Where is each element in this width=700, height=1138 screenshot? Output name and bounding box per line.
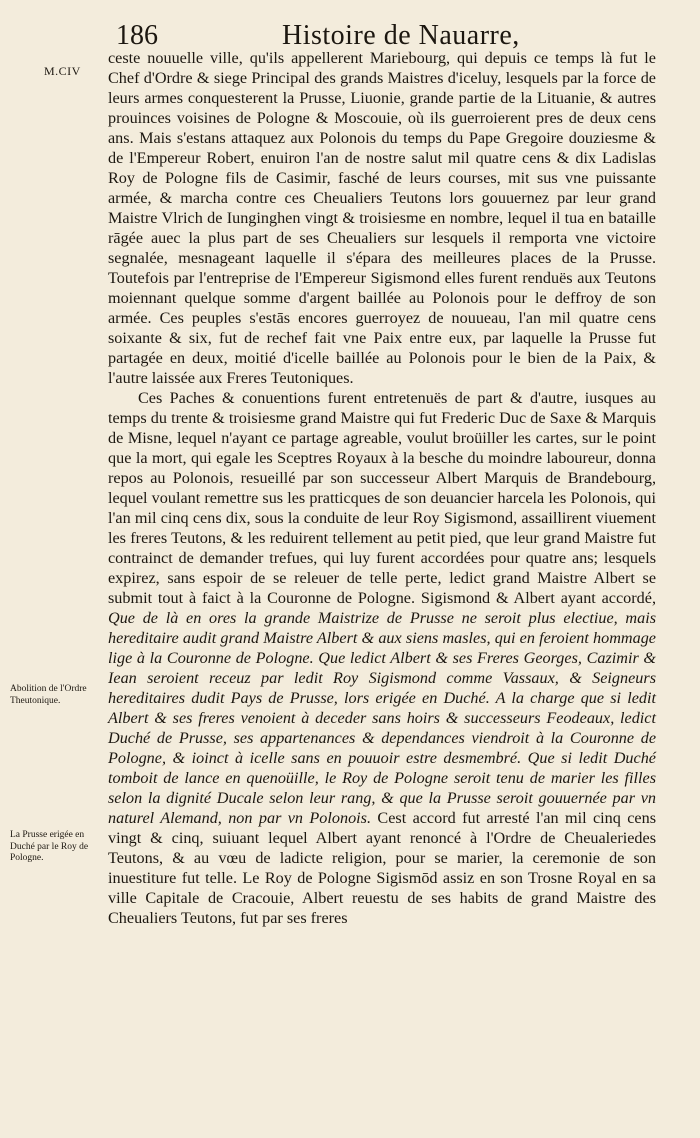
running-title: Histoire de Nauarre,	[282, 20, 520, 51]
page-number: 186	[116, 20, 158, 51]
margin-note-abolition: Abolition de l'Ordre Theutonique.	[10, 684, 87, 706]
body-text	[108, 48, 656, 928]
paragraph-2-end: Cest accord fut arresté l'an mil cinq cens vingt & cinq, suiuant lequel Albert ayant renoncé à l'Ordre de Cheualeriedes Teutons, & au vœu de ladicte religion, pour se marier, la ceremonie de son inuestiture fut telle. Le Roy de Pologne Sigismōd assiz en son Trosne Royal en sa ville Capitale de Cracouie, Albert reuestu de ses habits de grand Maistre des Cheualiers Teutons, fut par ses freres	[108, 809, 657, 927]
margin-year: M.CIV	[44, 64, 81, 78]
paragraph-2	[108, 388, 656, 928]
margin-note-duche: La Prusse erigée en Duché par le Roy de Pologne.	[10, 830, 89, 863]
paragraph-2-italic: Que de là en ores la grande Maistrize de Prusse ne seroit plus electiue, mais hereditaire audit grand Maistre Albert & aux siens masles, qui en feroient hommage lige à la Couronne de Pologne. Que ledict Albert & ses Freres Georges, Cazimir & Iean seroient receuz par ledit Roy Sigismond comme Vassaux, & Seigneurs hereditaires dudit Pays de Prusse, lors erigée en Duché. A la charge que si ledit Albert & ses freres venoient à deceder sans hoirs & successeurs Feodeaux, ledict Duché de Prusse, ses appartenances & dependances viendroit à la Couronne de Pologne, & ioinct à icelle sans en pouuoir estre desmembré. Que si ledit Duché tomboit de lance en quenoüille, le Roy de Pologne seroit tenu de marier les filles selon la dignité Ducale selon leur rang, & que la Prusse seroit gouuernée par vn naturel Alemand, non par vn Polonois.	[108, 609, 656, 827]
paragraph-1: ceste nouuelle ville, qu'ils appellerent Mariebourg, qui depuis ce temps là fut le Chef d'Ordre & siege Principal des grands Maistres d'iceluy, lesquels par la force de leurs armes conquesterent la Prusse, Liuonie, grande partie de la Lituanie, & autres prouinces voisines de Pologne & Moscouie, où ils guerroierent pres de deux cens ans. Mais s'estans attaquez aux Polonois du temps du Pape Gregoire douziesme & de l'Empereur Robert, enuiron l'an de nostre salut mil quatre cens & dix Ladislas Roy de Pologne fils de Casimir, fasché de leurs courses, mit sus vne puissante armée, & marcha contre ces Cheualiers Teutons lors gouuernez par leur grand Maistre Vlrich de Iunginghen vingt & troisiesme en nombre, lequel il tua en bataille rāgée auec la plus part de ses Cheualiers sur lesquels il remporta vne victoire segnalée, mesnageant laquelle il s'épara des meilleures places de la Prusse. Toutefois par l'entreprise de l'Empereur Sigismond elles furent renduës aux Teutons moiennant quelque somme d'argent baillée au Polonois pour le deffroy de son armée. Ces peuples s'estās encores guerroyez de nouueau, l'an mil quatre cens soixante & six, fut de rechef fait vne Paix entre eux, par laquelle la Prusse fut partagée en deux, moitié d'icelle baillée au Polonois pour le bien de la Paix, & l'autre laissée aux Freres Teutoniques.	[108, 49, 656, 387]
paragraph-2-roman: Ces Paches & conuentions furent entretenuës de part & d'autre, iusques au temps du trente & troisiesme grand Maistre qui fut Frederic Duc de Saxe & Marquis de Misne, lequel n'ayant ce partage agreable, voulut broüiller les cartes, sur le point que la mort, qui egale les Sceptres Royaux à la besche du moindre laboureur, donna repos au Polonois, resueillé par son successeur Albert Marquis de Brandebourg, lequel voulant remettre sus les pratticques de son deuancier harcela les Polonois, qui l'an mil cinq cens dix, sous la conduite de leur Roy Sigismond, assaillirent viuement les freres Teutons, & les reduirent tellement au petit pied, que leur grand Maistre fut contrainct de demander trefues, qui luy furent accordées pour quatre ans; lesquels expirez, sans espoir de se releuer de telle perte, ledict grand Maistre Albert se submit tout à faict à la Couronne de Pologne. Sigismond & Albert ayant accordé,	[108, 389, 656, 607]
